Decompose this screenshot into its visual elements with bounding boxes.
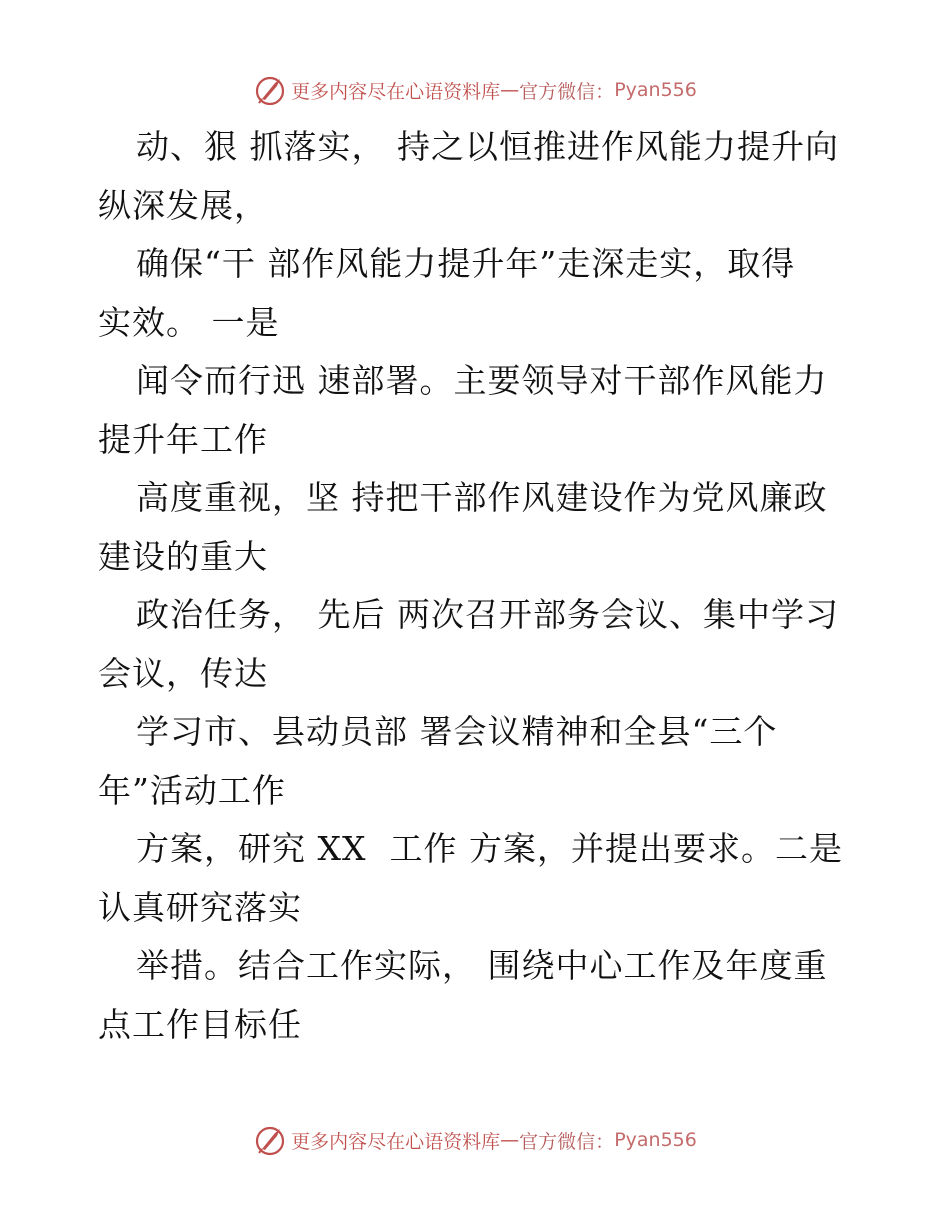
- text-line: 认真研究落实: [98, 887, 302, 927]
- text-line: 学习市、县动员部 署会议精神和全县“三个: [136, 712, 778, 751]
- watermark-site-text: 更多内容尽在心语资料库: [291, 80, 501, 103]
- text-line: 闻令而行迅 速部署。主要领导对干部作风能力: [136, 361, 828, 400]
- watermark-dash: —: [500, 79, 520, 101]
- text-line: 政治任务， 先后 两次召开部务会议、集中学习: [136, 595, 839, 634]
- text-line: 高度重视，坚 持把干部作风建设作为党风廉政: [136, 478, 828, 517]
- text-line: 提升年工作: [98, 419, 268, 459]
- watermark-label: 官方微信：: [519, 80, 615, 103]
- text-line: 纵深发展，: [98, 185, 268, 225]
- text-line: 举措。结合工作实际， 围绕中心工作及年度重: [136, 946, 828, 985]
- watermark-wechat-id: Pyan556: [614, 1129, 697, 1151]
- text-line: 动、狠 抓落实， 持之以恒推进作风能力提升向: [136, 127, 839, 166]
- quill-pen-circle-icon: [253, 73, 287, 107]
- text-line: 点工作目标任: [98, 1004, 302, 1044]
- watermark-dash: —: [500, 1129, 520, 1151]
- watermark-label: 官方微信：: [519, 1130, 615, 1153]
- text-line: 会议，传达: [98, 653, 268, 693]
- text-line: 方案，研究 XX 工作 方案，并提出要求。二是: [136, 829, 843, 868]
- text-line: 实效。 一是: [98, 302, 280, 342]
- footer-watermark: [0, 1120, 950, 1160]
- text-line: 确保“干 部作风能力提升年”走深走实，取得: [136, 244, 796, 283]
- document-body: [98, 118, 858, 1054]
- watermark-wechat-id: Pyan556: [614, 79, 697, 101]
- header-watermark: [0, 70, 950, 110]
- text-line: 年”活动工作: [98, 770, 286, 810]
- quill-pen-circle-icon: [253, 1123, 287, 1157]
- text-line: 建设的重大: [98, 536, 268, 576]
- watermark-site-text: 更多内容尽在心语资料库: [291, 1130, 501, 1153]
